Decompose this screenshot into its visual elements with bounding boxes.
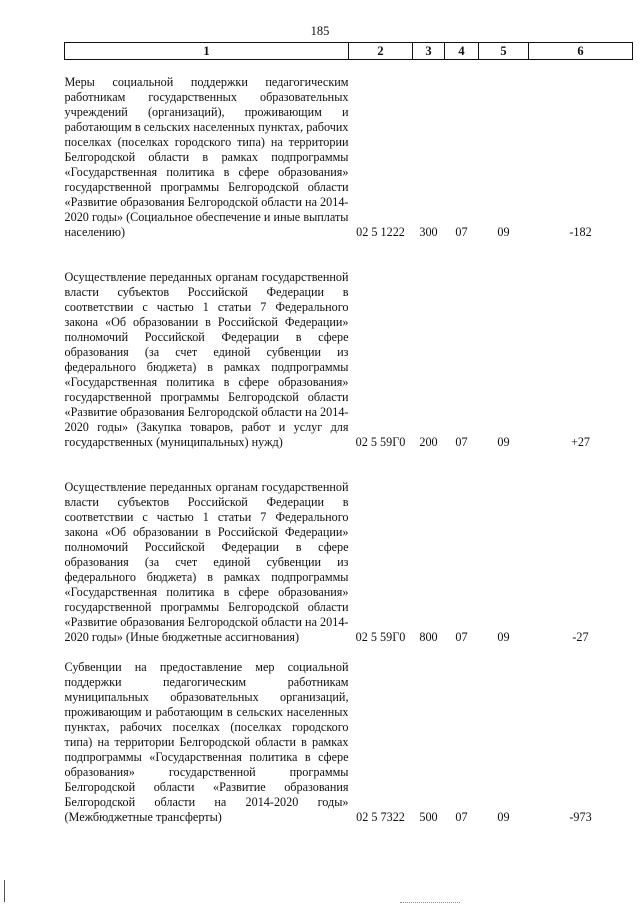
row-description: Осуществление переданных органам государственной власти субъектов Российской Федерации в соответствии с частью 1 статьи 7 Федерального закона «Об образовании в Российской Федерации» полномочий Российской Федерации в сфере образования (за счет единой субвенции из федерального бюджета) в рамках подпрограммы «Государственная политика в сфере образования» государственной программы Белгородской области «Развитие образования Белгородской области на 2014-2020 годы» (Иные бюджетные ассигнования) (64, 480, 349, 644)
margin-scan-mark (4, 880, 5, 902)
column-header-5: 5 (479, 43, 529, 60)
budget-table (64, 42, 633, 825)
table-header-row (65, 43, 633, 60)
row-section: 07 (455, 225, 468, 239)
table-row (65, 60, 633, 241)
column-header-4: 4 (445, 43, 479, 60)
column-header-3: 3 (413, 43, 445, 60)
row-expense-type: 200 (419, 435, 438, 449)
column-header-1: 1 (65, 43, 349, 60)
row-description: Меры социальной поддержки педагогическим работникам государственных образовательных учреждений (организаций), проживающим и работающим в сельских населенных пунктах, рабочих поселках (поселках городского типа) на территории Белгородской области в рамках подпрограммы «Государственная политика в сфере образования» государственной программы Белгородской области «Развитие образования Белгородской области на 2014-2020 годы» (Социальное обеспечение и иные выплаты населению) (64, 75, 349, 239)
row-subsection: 09 (497, 810, 510, 824)
row-expense-type: 300 (419, 225, 438, 239)
row-target-code: 02 5 1222 (356, 225, 405, 239)
column-header-6: 6 (529, 43, 633, 60)
row-amount: -27 (572, 630, 589, 644)
row-subsection: 09 (497, 225, 510, 239)
row-section: 07 (455, 630, 468, 644)
row-target-code: 02 5 59Г0 (355, 630, 406, 644)
row-expense-type: 800 (419, 630, 438, 644)
row-amount: -182 (569, 225, 592, 239)
row-amount: -973 (569, 810, 592, 824)
row-section: 07 (455, 435, 468, 449)
row-expense-type: 500 (419, 810, 438, 824)
column-header-2: 2 (349, 43, 413, 60)
row-description: Субвенции на предоставление мер социальной поддержки педагогическим работникам муниципальных образовательных организаций, проживающим и работающим в сельских населенных пунктах, рабочих поселках (поселках городского типа) на территории Белгородской области в рамках подпрограммы «Государственная политика в сфере образования» государственной программы Белгородской области «Развитие образования Белгородской области на 2014-2020 годы» (Межбюджетные трансферты) (64, 660, 349, 824)
row-section: 07 (455, 810, 468, 824)
row-target-code: 02 5 7322 (356, 810, 405, 824)
table-row (65, 240, 633, 450)
row-description: Осуществление переданных органам государственной власти субъектов Российской Федерации в соответствии с частью 1 статьи 7 Федерального закона «Об образовании в Российской Федерации» полномочий Российской Федерации в сфере образования (за счет единой субвенции из федерального бюджета) в рамках подпрограммы «Государственная политика в сфере образования» государственной программы Белгородской области «Развитие образования Белгородской области на 2014-2020 годы» (Закупка товаров, работ и услуг для государственных (муниципальных) нужд) (64, 270, 349, 449)
row-subsection: 09 (497, 630, 510, 644)
row-target-code: 02 5 59Г0 (355, 435, 406, 449)
table-row (65, 645, 633, 825)
page-number: 185 (310, 24, 330, 38)
row-subsection: 09 (497, 435, 510, 449)
table-row (65, 450, 633, 645)
row-amount: +27 (570, 435, 591, 449)
bottom-scan-mark (400, 902, 460, 903)
